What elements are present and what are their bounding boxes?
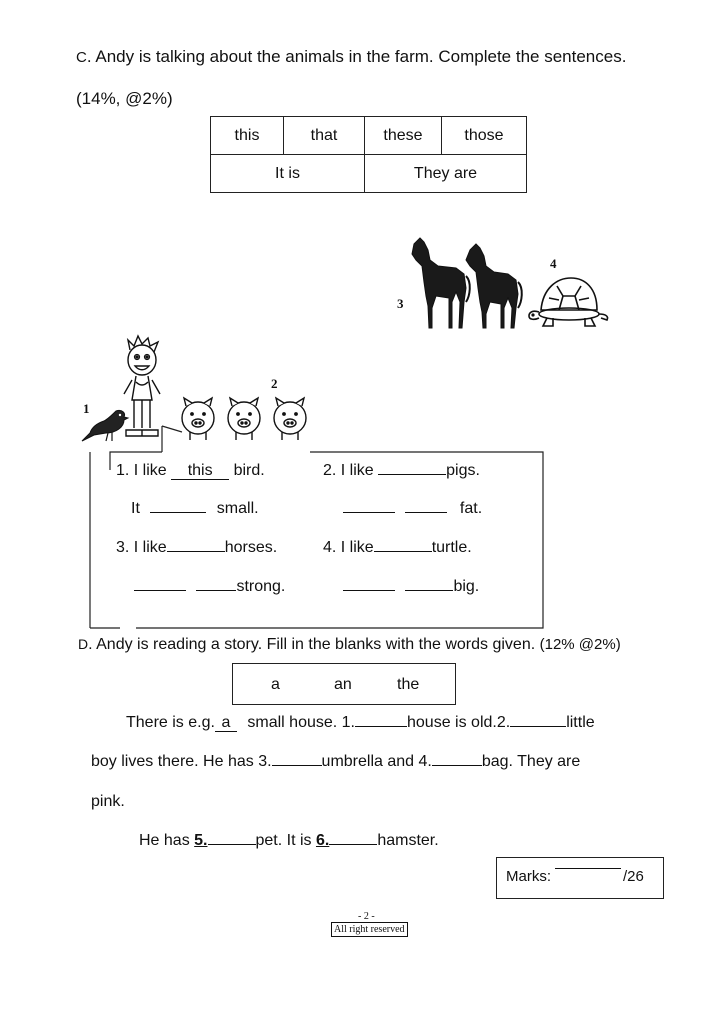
answer-blank (432, 765, 482, 766)
answer-blank (374, 551, 432, 552)
section-d-heading (78, 636, 621, 654)
answer-blank (405, 590, 453, 591)
page-number: - 2 - (358, 911, 375, 922)
question-2: 2. I like pigs. (323, 462, 480, 479)
section-d-letter: D (78, 636, 89, 652)
answer-blank (196, 590, 236, 591)
word-cell: They are (365, 155, 527, 193)
example-answer: a (215, 715, 237, 732)
picture-number-4: 4 (550, 256, 557, 271)
rights-notice: All right reserved (331, 922, 408, 937)
word-option: an (334, 676, 352, 693)
word-cell: that (284, 117, 365, 155)
question-1-b: It small. (131, 500, 259, 517)
section-d-title: . Andy is reading a story. Fill in the blanks with the words given. (88, 636, 536, 653)
story-line-4: He has 5. pet. It is 6. hamster. (139, 832, 439, 849)
section-d-marks: (12% @2%) (539, 636, 621, 653)
answer-blank (343, 512, 395, 513)
word-option: a (271, 676, 280, 693)
section-c-letter: C (76, 49, 87, 66)
answer-blank (167, 551, 225, 552)
question-2-b: fat. (343, 500, 482, 518)
marks-blank (555, 868, 621, 869)
answer-blank (208, 844, 256, 845)
marks-label: Marks: (506, 868, 551, 885)
answer-blank (272, 765, 322, 766)
word-option: the (397, 676, 420, 693)
word-box (232, 663, 456, 705)
question-3: 3. I like horses. (116, 539, 278, 556)
answer-blank (329, 844, 377, 845)
answer-blank (405, 512, 447, 513)
answer-blank: this (171, 463, 229, 480)
marks-box (496, 857, 664, 899)
story-line-1: There is e.g. a small house. 1. house is old.2. little (126, 714, 595, 731)
answer-blank (378, 474, 446, 475)
question-3-b: strong. (134, 578, 285, 596)
marks-total: /26 (623, 868, 644, 885)
answer-blank (343, 590, 395, 591)
word-cell: these (365, 117, 442, 155)
section-c-title: . Andy is talking about the animals in the farm. Complete the sentences. (86, 47, 627, 66)
answer-blank (134, 590, 186, 591)
section-c-marks: (14%, @2%) (76, 89, 173, 108)
story-line-2: boy lives there. He has 3. umbrella and 4. bag. They are (91, 753, 581, 770)
question-1: 1. I like this bird. (116, 462, 265, 479)
picture-number-1: 1 (83, 401, 90, 416)
word-cell: It is (211, 155, 365, 193)
picture-number-2: 2 (271, 376, 278, 391)
word-cell: this (211, 117, 284, 155)
answer-blank (510, 726, 566, 727)
story-line-3: pink. (91, 793, 125, 810)
question-4-b: big. (343, 578, 479, 596)
picture-number-3: 3 (397, 296, 404, 311)
word-cell: those (442, 117, 527, 155)
question-4: 4. I like turtle. (323, 539, 472, 556)
answer-blank (355, 726, 407, 727)
answer-blank (150, 512, 206, 513)
